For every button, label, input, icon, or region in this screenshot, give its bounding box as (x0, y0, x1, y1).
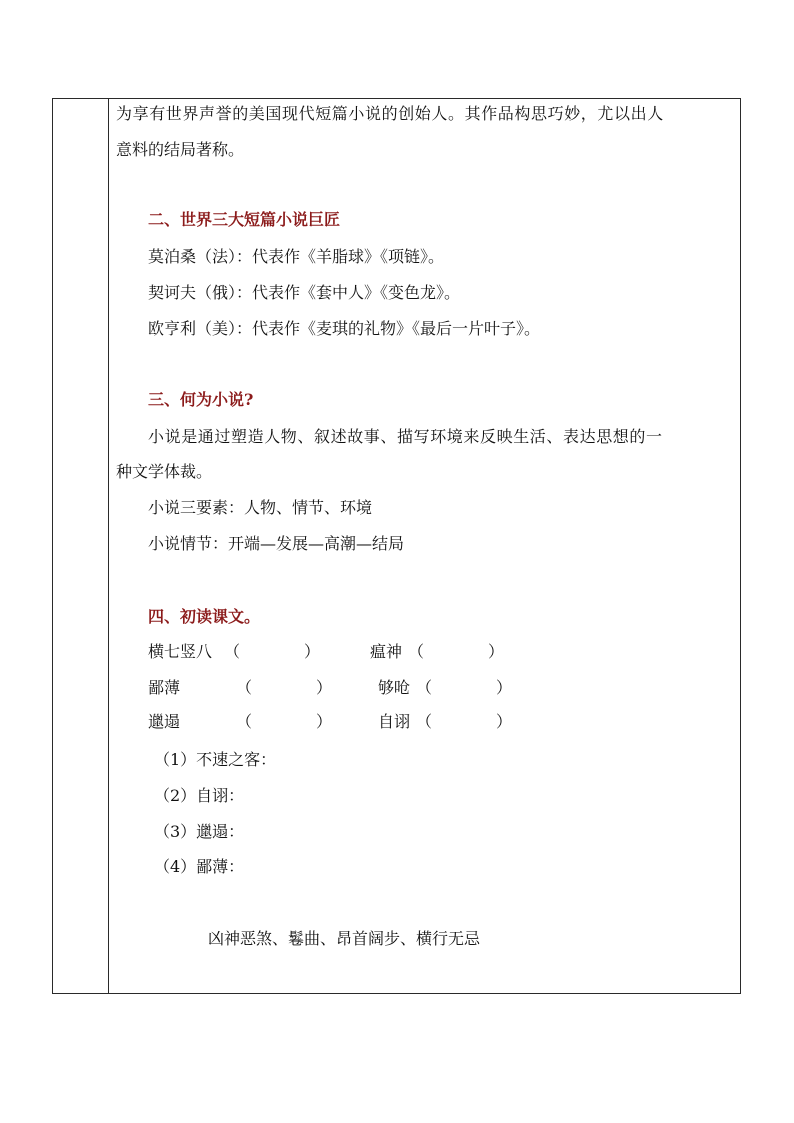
section3-heading: 三、何为小说? (148, 390, 254, 409)
vocab-word: 够呛 (378, 678, 411, 697)
novel-definition-line-2: 种文学体裁。 (116, 462, 213, 481)
author-ohenry: 欧亨利（美）：代表作《麦琪的礼物》《最后一片叶子》。 (148, 319, 541, 338)
extra-vocab-words: 凶神恶煞、鬈曲、昂首阔步、横行无忌 (208, 929, 481, 948)
question-3: （3）邋遢： (154, 822, 245, 841)
author-maupassant: 莫泊桑（法）：代表作《羊脂球》《项链》。 (148, 247, 445, 266)
vocab-blank: （ ） (416, 678, 513, 697)
vocab-blank: （ ） (224, 642, 321, 661)
question-2: （2）自诩： (154, 786, 245, 805)
vocab-word: 横七竖八 (148, 642, 213, 661)
table-content-cell (108, 99, 740, 993)
question-1: （1）不速之客： (154, 750, 277, 769)
vocab-blank: （ ） (408, 642, 505, 661)
novel-plot-stages: 小说情节：开端—发展—高潮—结局 (148, 534, 405, 553)
novel-three-elements: 小说三要素：人物、情节、环境 (148, 498, 373, 517)
vocab-word: 鄙薄 (148, 678, 181, 697)
author-chekhov: 契诃夫（俄）：代表作《套中人》《变色龙》。 (148, 283, 461, 302)
intro-line-2: 意料的结局著称。 (116, 140, 245, 159)
section4-heading: 四、初读课文。 (148, 607, 261, 626)
section2-heading: 二、世界三大短篇小说巨匠 (148, 210, 341, 229)
vocab-blank: （ ） (416, 712, 513, 731)
question-4: （4）鄙薄： (154, 857, 245, 876)
vocab-word: 自诩 (378, 712, 411, 731)
vocab-blank: （ ） (236, 712, 333, 731)
novel-definition-line-1: 小说是通过塑造人物、叙述故事、描写环境来反映生活、表达思想的一 (148, 427, 663, 446)
vocab-blank: （ ） (236, 678, 333, 697)
table-left-column (53, 99, 109, 993)
vocab-word: 瘟神 (370, 642, 403, 661)
vocab-word: 邋遢 (148, 712, 181, 731)
intro-line-1: 为享有世界声誉的美国现代短篇小说的创始人。其作品构思巧妙，尤以出人 (116, 104, 664, 123)
lesson-table (52, 98, 741, 994)
